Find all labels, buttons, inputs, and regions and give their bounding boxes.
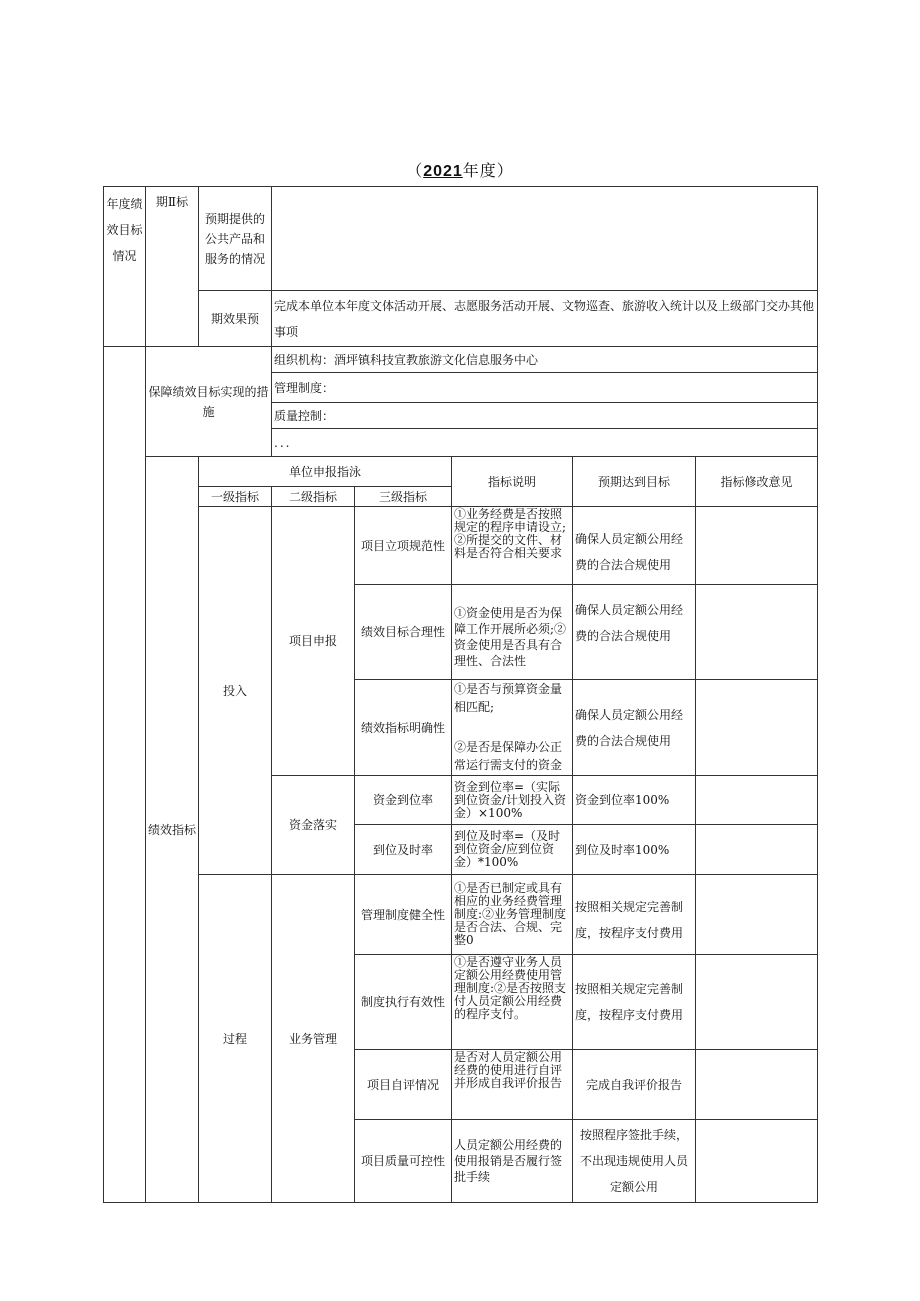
target-cell: 按照相关规定完善制度，按程序支付费用 bbox=[573, 875, 696, 955]
desc-cell bbox=[452, 680, 573, 776]
annual-target-label: 年度绩效目标情况 bbox=[104, 187, 146, 347]
level2-cell: 项目申报 bbox=[272, 507, 355, 776]
level1-cell: 过程 bbox=[199, 875, 272, 1203]
opinion-cell bbox=[696, 1050, 818, 1120]
level2-cell: 业务管理 bbox=[272, 875, 355, 1203]
target-cell: 资金到位率100% bbox=[573, 776, 696, 825]
title-year: 2021 bbox=[423, 163, 463, 180]
blank-cell bbox=[104, 373, 146, 403]
document-title bbox=[0, 158, 920, 181]
desc-cell: 到位及时率=（及时到位资金/应到位资金）*100% bbox=[452, 825, 573, 875]
quality-value: 质量控制： bbox=[272, 403, 818, 429]
blank-cell bbox=[104, 347, 146, 373]
target-cell: 确保人员定额公用经费的合法合规使用 bbox=[573, 585, 696, 680]
opinion-cell bbox=[696, 955, 818, 1050]
level3-cell: 项目立项规范性 bbox=[355, 507, 452, 585]
period-target-label: 期Ⅱ标 bbox=[146, 187, 199, 347]
blank-cell bbox=[104, 403, 146, 429]
target-cell: 到位及时率100% bbox=[573, 825, 696, 875]
header-level3: 三级指标 bbox=[355, 487, 452, 507]
header-desc: 指标说明 bbox=[452, 457, 573, 507]
header-level1: 一级指标 bbox=[199, 487, 272, 507]
etc-value: ... bbox=[272, 429, 818, 457]
row-public-products bbox=[104, 187, 818, 291]
opinion-cell bbox=[696, 507, 818, 585]
indicators-label: 绩效指标 bbox=[146, 457, 199, 1203]
level3-cell: 绩效目标合理性 bbox=[355, 585, 452, 680]
desc-cell: 资金到位率=（实际到位资金/计划投入资金）×100% bbox=[452, 776, 573, 825]
desc-cell: 是否对人员定额公用经费的使用进行自评并形成自我评价报告 bbox=[452, 1050, 573, 1120]
mgmt-value: 管理制度： bbox=[272, 373, 818, 403]
desc-cell: ①是否遵守业务人员定额公用经费使用管理制度:②是否按照支付人员定额公用经费的程序支付。 bbox=[452, 955, 573, 1050]
title-rest: 年度） bbox=[462, 161, 514, 180]
public-products-label: 预期提供的公共产品和服务的情况 bbox=[199, 187, 272, 291]
indicator-header-row bbox=[104, 457, 818, 487]
opinion-cell bbox=[696, 776, 818, 825]
level3-cell: 到位及时率 bbox=[355, 825, 452, 875]
level2-cell: 资金落实 bbox=[272, 776, 355, 875]
desc-cell: ①资金使用是否为保障工作开展所必须;②资金使用是否具有合理性、合法性 bbox=[452, 585, 573, 680]
opinion-cell bbox=[696, 585, 818, 680]
desc-cell: 人员定额公用经费的使用报销是否履行签批手续 bbox=[452, 1120, 573, 1203]
desc-cell: ①业务经费是否按照规定的程序申请设立;②所提交的文件、材料是否符合相关要求 bbox=[452, 507, 573, 585]
measures-label: 保障绩效目标实现的措施 bbox=[146, 347, 272, 457]
expected-effect-label: 期效果预 bbox=[199, 291, 272, 347]
expected-effect-value: 完成本单位本年度文体活动开展、志愿服务活动开展、文物巡查、旅游收入统计以及上级部门交办其他事项 bbox=[272, 291, 818, 347]
desc-cell: ①是否已制定或具有相应的业务经费管理制度:②业务管理制度是否合法、合规、完整0 bbox=[452, 875, 573, 955]
public-products-value bbox=[272, 187, 818, 291]
level3-cell: 管理制度健全性 bbox=[355, 875, 452, 955]
blank-cell bbox=[104, 429, 146, 457]
header-group: 单位申报指泳 bbox=[199, 457, 452, 487]
target-cell: 完成自我评价报告 bbox=[573, 1050, 696, 1120]
level3-cell: 制度执行有效性 bbox=[355, 955, 452, 1050]
title-open: （ bbox=[406, 161, 424, 180]
header-target: 预期达到目标 bbox=[573, 457, 696, 507]
blank-cell bbox=[104, 457, 146, 1203]
desc-part-a: ①是否与预算资金量相匹配; bbox=[454, 682, 563, 714]
opinion-cell bbox=[696, 875, 818, 955]
target-cell: 按照程序签批手续，不出现违规使用人员定额公用 bbox=[573, 1120, 696, 1203]
header-level2: 二级指标 bbox=[272, 487, 355, 507]
org-value: 组织机构：酒坪镇科技宣教旅游文化信息服务中心 bbox=[272, 347, 818, 373]
target-cell: 确保人员定额公用经费的合法合规使用 bbox=[573, 680, 696, 776]
table-row bbox=[104, 507, 818, 585]
level1-cell: 投入 bbox=[199, 507, 272, 875]
opinion-cell bbox=[696, 1120, 818, 1203]
target-cell: 按照相关规定完善制度，按程序支付费用 bbox=[573, 955, 696, 1050]
row-org bbox=[104, 347, 818, 373]
header-opinion: 指标修改意见 bbox=[696, 457, 818, 507]
opinion-cell bbox=[696, 680, 818, 776]
row-expected-effect bbox=[104, 291, 818, 347]
target-cell: 确保人员定额公用经费的合法合规使用 bbox=[573, 507, 696, 585]
level3-cell: 项目自评情况 bbox=[355, 1050, 452, 1120]
opinion-cell bbox=[696, 825, 818, 875]
level3-cell: 项目质量可控性 bbox=[355, 1120, 452, 1203]
level3-cell: 资金到位率 bbox=[355, 776, 452, 825]
performance-target-table bbox=[103, 186, 818, 1203]
table-row bbox=[104, 875, 818, 955]
desc-part-b: ②是否是保障办公正常运行需支付的资金 bbox=[454, 740, 563, 772]
level3-cell: 绩效指标明确性 bbox=[355, 680, 452, 776]
